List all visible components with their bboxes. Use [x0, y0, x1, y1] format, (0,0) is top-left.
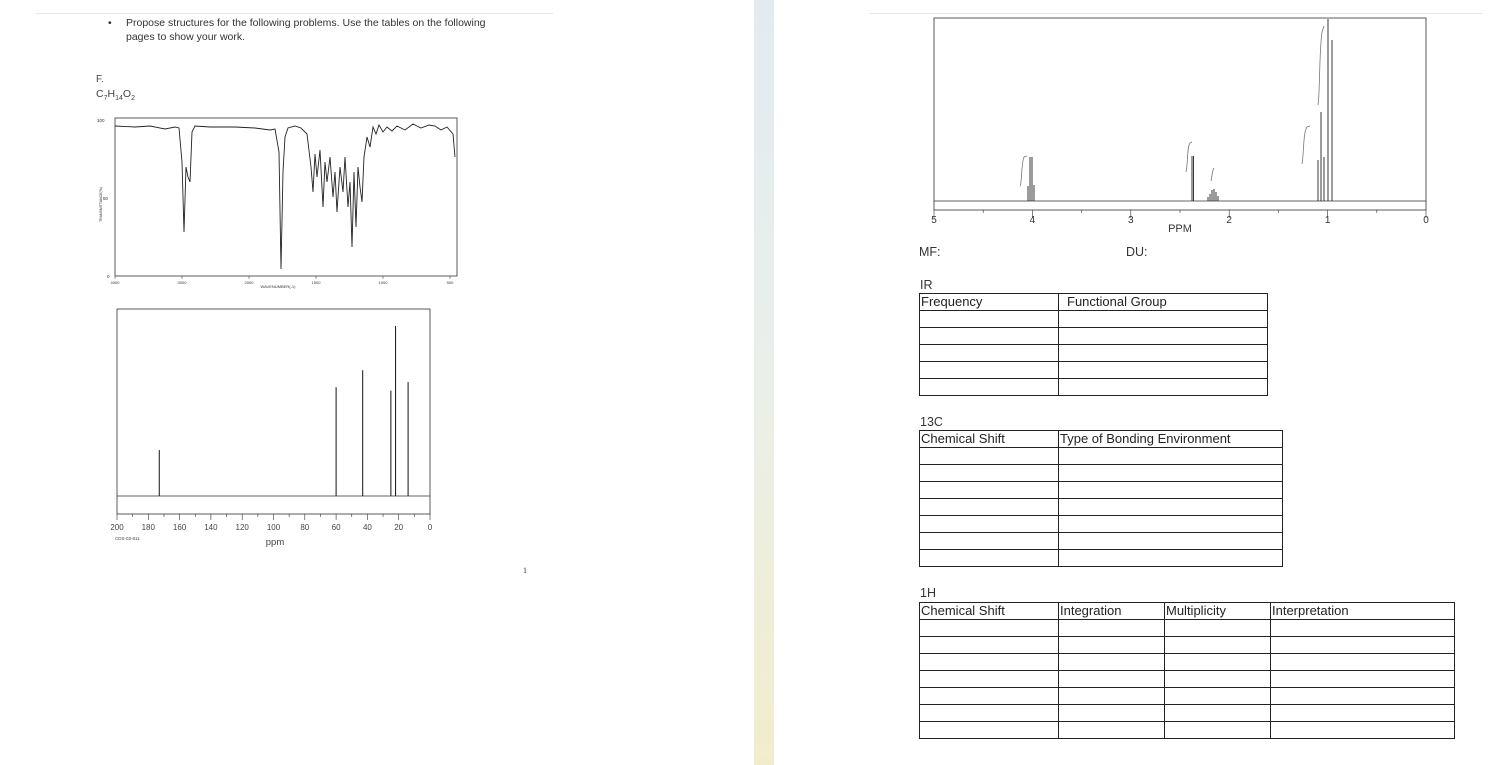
table-cell[interactable]	[920, 311, 1059, 328]
problem-label: F.	[96, 74, 104, 85]
ir-y-axis-label: TRANSMITTANCE(%)	[99, 187, 103, 222]
ir-table-row	[920, 362, 1268, 379]
table-cell[interactable]	[920, 328, 1059, 345]
h1-peaks	[1028, 19, 1332, 201]
table-cell[interactable]	[920, 671, 1059, 688]
h1-integral-curves	[1020, 26, 1324, 186]
h1-table	[919, 602, 1455, 739]
ir-spectrum-chart	[95, 112, 465, 292]
table-cell[interactable]	[1165, 654, 1271, 671]
table-cell[interactable]	[1059, 688, 1165, 705]
c13-table-row	[920, 465, 1283, 482]
ir-table-row	[920, 311, 1268, 328]
ir-x-ticks	[115, 276, 450, 279]
ir-x-tick: 3000	[177, 280, 187, 285]
table-cell[interactable]	[1165, 688, 1271, 705]
table-cell[interactable]	[920, 722, 1059, 739]
table-cell[interactable]	[1059, 362, 1268, 379]
formula-o: O	[122, 88, 132, 100]
h1-header-chemical-shift: Chemical Shift	[920, 603, 1059, 620]
c13-table-row	[920, 482, 1283, 499]
h1-x-axis-label: PPM	[1168, 223, 1192, 235]
table-cell[interactable]	[1271, 620, 1455, 637]
table-cell[interactable]	[1271, 688, 1455, 705]
ir-frame	[115, 118, 457, 276]
ir-header-functional-group: Functional Group	[1059, 294, 1268, 311]
h1-tick-label: 4	[1029, 215, 1036, 226]
table-cell[interactable]	[1059, 705, 1165, 722]
table-cell[interactable]	[1059, 722, 1165, 739]
c13-tick-label: 0	[427, 523, 433, 532]
table-cell[interactable]	[1059, 499, 1283, 516]
c13-x-tick-labels	[110, 523, 432, 532]
table-cell[interactable]	[1059, 654, 1165, 671]
table-cell[interactable]	[1059, 328, 1268, 345]
c13-tick-label: 140	[204, 523, 218, 532]
du-label: DU:	[1126, 245, 1148, 259]
table-cell[interactable]	[920, 620, 1059, 637]
h1-table-row	[920, 620, 1455, 637]
table-cell[interactable]	[920, 345, 1059, 362]
formula-h-count: 14	[115, 95, 123, 103]
c13-peaks	[159, 326, 408, 496]
c13-spectrum-chart	[100, 308, 440, 558]
c13-tick-label: 60	[331, 523, 341, 532]
h1-table-row	[920, 688, 1455, 705]
table-cell[interactable]	[920, 637, 1059, 654]
ir-y-mid-label: 50	[103, 196, 109, 201]
table-cell[interactable]	[920, 688, 1059, 705]
h1-header-interpretation: Interpretation	[1271, 603, 1455, 620]
c13-header-bonding-environment: Type of Bonding Environment	[1059, 431, 1283, 448]
ir-table-header	[920, 294, 1268, 311]
h1-table-row	[920, 705, 1455, 722]
table-cell[interactable]	[1165, 722, 1271, 739]
ir-x-tick: 1500	[311, 280, 321, 285]
c13-table-row	[920, 516, 1283, 533]
c13-header-chemical-shift: Chemical Shift	[920, 431, 1059, 448]
c13-table-row	[920, 499, 1283, 516]
table-cell[interactable]	[1059, 448, 1283, 465]
table-cell[interactable]	[1059, 379, 1268, 396]
table-cell[interactable]	[1165, 671, 1271, 688]
ir-x-tick: 4000	[110, 280, 120, 285]
h1-header-integration: Integration	[1059, 603, 1165, 620]
table-cell[interactable]	[1059, 482, 1283, 499]
h1-spectrum-chart	[924, 14, 1434, 239]
table-cell[interactable]	[920, 362, 1059, 379]
table-cell[interactable]	[1271, 722, 1455, 739]
ir-table-row	[920, 345, 1268, 362]
table-cell[interactable]	[1059, 671, 1165, 688]
c13-tick-label: 40	[362, 523, 372, 532]
h1-frame	[934, 18, 1426, 210]
formula-c: C	[96, 88, 104, 100]
ir-table	[919, 293, 1268, 396]
c13-frame	[117, 309, 430, 514]
ir-x-tick: 1000	[378, 280, 388, 285]
ir-x-tick: 500	[446, 280, 454, 285]
c13-tick-label: 160	[172, 523, 187, 532]
bullet-dot: •	[108, 17, 112, 29]
c13-x-ticks	[117, 514, 430, 520]
c13-tick-label: 180	[141, 523, 155, 532]
ir-x-axis-label: WAVENUMBER(-1)	[260, 284, 296, 289]
table-cell[interactable]	[1271, 705, 1455, 722]
formula-c-count: 7	[103, 95, 108, 103]
h1-section-title: 1H	[920, 586, 936, 600]
h1-table-row	[920, 671, 1455, 688]
c13-table-header	[920, 431, 1283, 448]
c13-tick-label: 20	[394, 523, 404, 532]
formula-o-count: 2	[131, 95, 135, 103]
c13-tick-label: 80	[300, 523, 310, 532]
page-number: 1	[523, 566, 527, 575]
h1-table-row	[920, 637, 1455, 654]
table-cell[interactable]	[1059, 533, 1283, 550]
table-cell[interactable]	[1059, 550, 1283, 567]
h1-table-header	[920, 603, 1455, 620]
table-cell[interactable]	[920, 379, 1059, 396]
right-page	[774, 0, 1489, 765]
ir-table-row	[920, 379, 1268, 396]
table-cell[interactable]	[1059, 620, 1165, 637]
h1-tick-label: 2	[1226, 215, 1232, 226]
table-cell[interactable]	[1165, 620, 1271, 637]
table-cell[interactable]	[920, 482, 1059, 499]
molecular-formula	[96, 88, 135, 102]
instruction-line-2: pages to show your work.	[126, 31, 246, 43]
page-top-rule	[36, 13, 553, 14]
table-cell[interactable]	[1059, 311, 1268, 328]
table-cell[interactable]	[920, 550, 1059, 567]
mf-label: MF:	[919, 245, 941, 259]
c13-x-axis-label: ppm	[265, 537, 285, 548]
h1-table-row	[920, 654, 1455, 671]
page-gutter	[754, 0, 774, 765]
table-cell[interactable]	[1165, 637, 1271, 654]
h1-tick-label: 1	[1324, 215, 1331, 226]
ir-table-row	[920, 328, 1268, 345]
c13-table	[919, 430, 1283, 567]
c13-table-row	[920, 533, 1283, 550]
ir-section-title: IR	[920, 278, 933, 292]
h1-tick-label: 0	[1423, 215, 1429, 226]
instruction-text	[126, 16, 556, 44]
table-cell[interactable]	[1271, 637, 1455, 654]
table-cell[interactable]	[1059, 516, 1283, 533]
ir-y-bottom-label: 0	[107, 274, 110, 279]
c13-table-row	[920, 550, 1283, 567]
c13-tick-label: 120	[235, 523, 249, 532]
table-cell[interactable]	[920, 654, 1059, 671]
h1-table-row	[920, 722, 1455, 739]
table-cell[interactable]	[1059, 637, 1165, 654]
table-cell[interactable]	[920, 448, 1059, 465]
h1-tick-label: 3	[1128, 215, 1134, 226]
table-cell[interactable]	[920, 516, 1059, 533]
ir-header-frequency: Frequency	[920, 294, 1059, 311]
ir-trace	[115, 124, 455, 269]
table-cell[interactable]	[1165, 705, 1271, 722]
h1-header-multiplicity: Multiplicity	[1165, 603, 1271, 620]
table-cell[interactable]	[920, 499, 1059, 516]
table-cell[interactable]	[920, 465, 1059, 482]
c13-table-row	[920, 448, 1283, 465]
table-cell[interactable]	[1271, 671, 1455, 688]
table-cell[interactable]	[1059, 345, 1268, 362]
c13-code: CDS-03-811	[115, 536, 140, 541]
c13-section-title: 13C	[920, 415, 943, 429]
h1-x-ticks	[934, 210, 1426, 218]
table-cell[interactable]	[1271, 654, 1455, 671]
c13-tick-label: 100	[266, 523, 281, 532]
instruction-line-1: Propose structures for the following problems. Use the tables on the following	[126, 17, 486, 29]
formula-h: H	[107, 88, 116, 100]
ir-x-tick: 2000	[244, 280, 254, 285]
table-cell[interactable]	[920, 705, 1059, 722]
h1-tick-label: 5	[931, 215, 937, 226]
table-cell[interactable]	[1059, 465, 1283, 482]
c13-tick-label: 200	[110, 523, 124, 532]
table-cell[interactable]	[920, 533, 1059, 550]
ir-y-top-label: 100	[97, 118, 105, 123]
